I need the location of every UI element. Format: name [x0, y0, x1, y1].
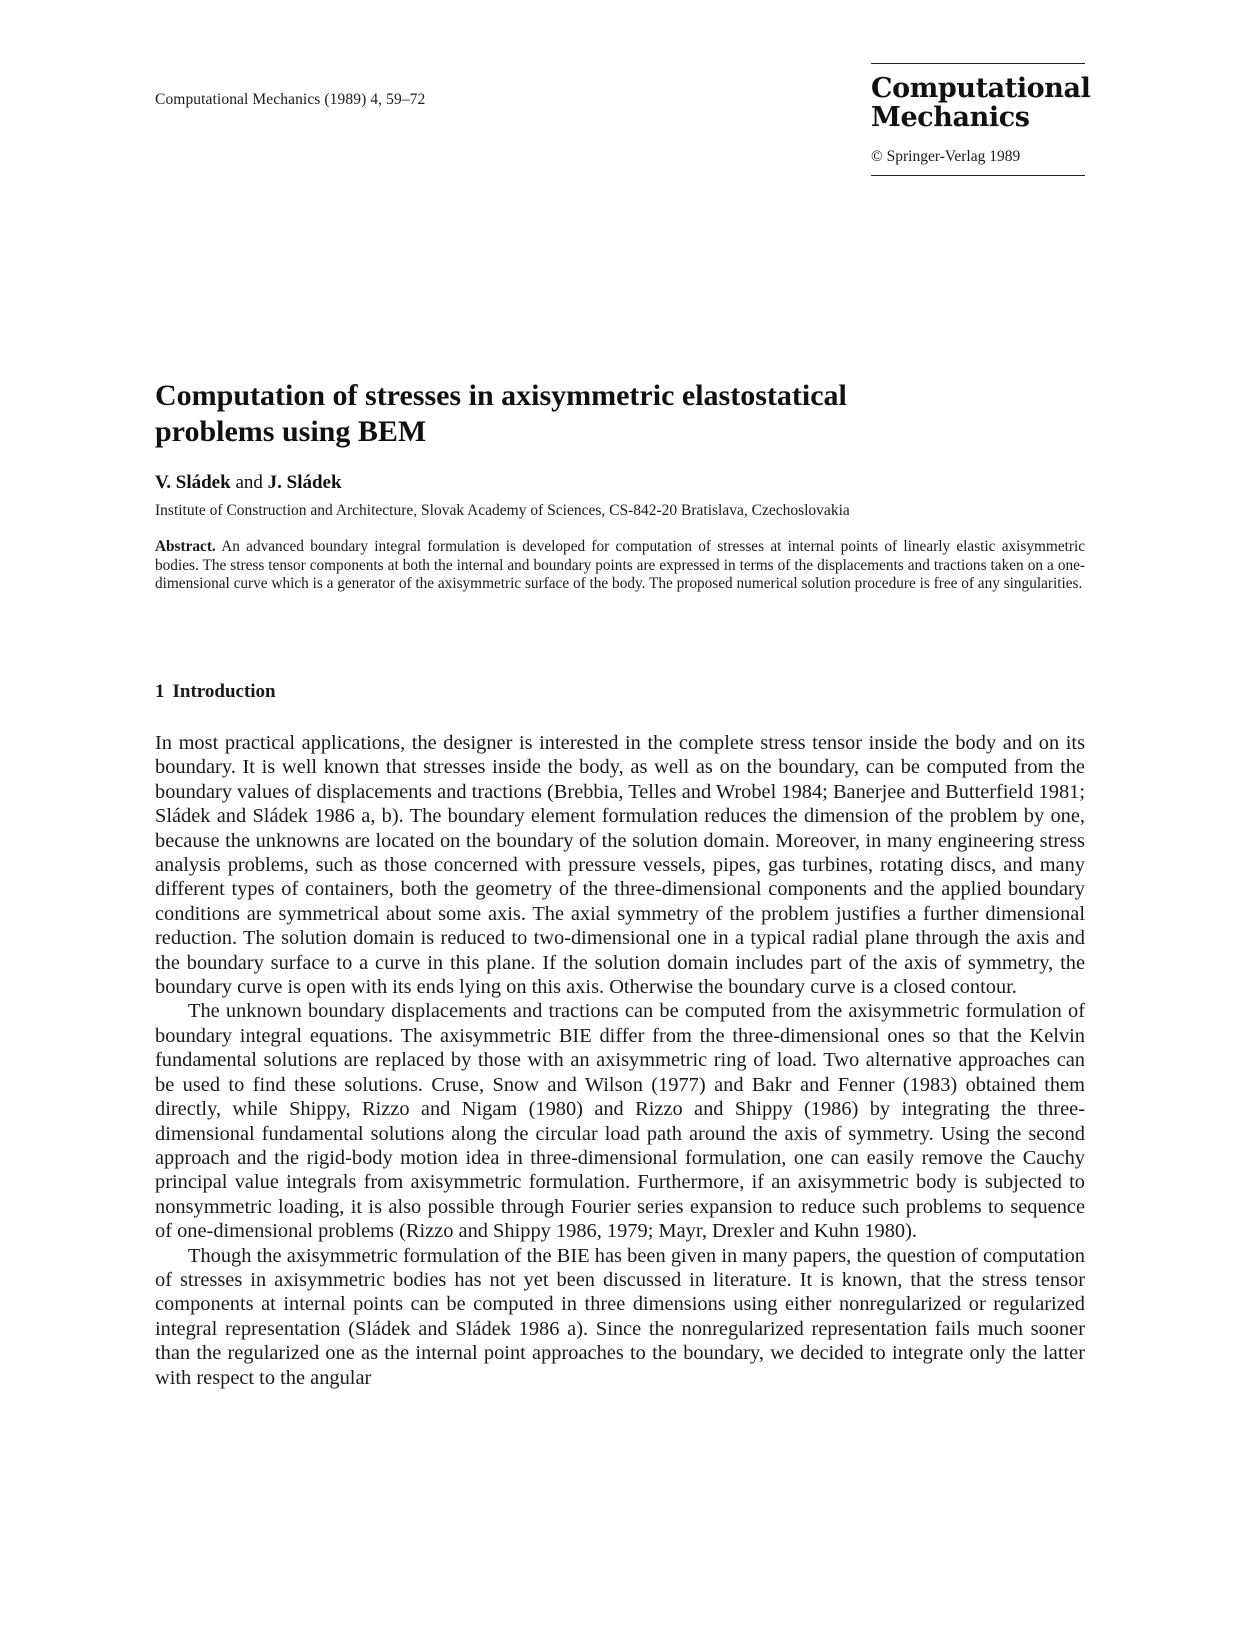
journal-reference: Computational Mechanics (1989) 4, 59–72 [155, 91, 426, 108]
article-title-line2: problems using BEM [155, 415, 427, 448]
body-text [155, 731, 1085, 1390]
author-affiliation: Institute of Construction and Architecture, Slovak Academy of Sciences, CS-842-20 Bratislava, Czechoslovakia [155, 502, 850, 519]
section-heading [155, 681, 276, 703]
paragraph: In most practical applications, the designer is interested in the complete stress tensor inside the body and on its boundary. It is well known that stresses inside the body, as well as on the boundary, can be computed from the boundary values of displacements and tractions (Brebbia, Telles and Wrobel 1984; Banerjee and Butterfield 1981; Sládek and Sládek 1986 a, b). The boundary element formulation reduces the dimension of the problem by one, because the unknowns are located on the boundary of the solution domain. Moreover, in many engineering stress analysis problems, such as those concerned with pressure vessels, pipes, gas turbines, rotating discs, and many different types of containers, both the geometry of the three-dimensional components and the applied boundary conditions are symmetrical about some axis. The axial symmetry of the problem justifies a further dimensional reduction. The solution domain is reduced to two-dimensional one in a typical radial plane through the axis and the boundary surface to a curve in this plane. If the solution domain includes part of the axis of symmetry, the boundary curve is open with its ends lying on this axis. Otherwise the boundary curve is a closed contour. [155, 732, 1085, 999]
section-number: 1 [155, 681, 165, 702]
section-title: Introduction [172, 681, 276, 702]
journal-name [871, 73, 1091, 133]
journal-name-line2: Mechanics [871, 102, 1030, 133]
author-name: V. Sládek [155, 472, 231, 493]
journal-masthead [871, 63, 1091, 176]
abstract-text: An advanced boundary integral formulation is developed for computation of stresses at internal points of linearly elastic axisymmetric bodies. The stress tensor components at both the internal and boundary points are expressed in terms of the displacements and tractions taken on a one-dimensional curve which is a generator of the axisymmetric surface of the body. The proposed numerical solution procedure is free of any singularities. [155, 538, 1085, 593]
author-name: J. Sládek [267, 472, 342, 493]
author-separator: and [230, 472, 268, 493]
article-title-line1: Computation of stresses in axisymmetric elastostatical [155, 379, 847, 412]
paragraph: Though the axisymmetric formulation of the BIE has been given in many papers, the question of computation of stresses in axisymmetric bodies has not yet been discussed in literature. It is known, that the stress tensor components at internal points can be computed in three dimensions using either nonregularized or regularized integral representation (Sládek and Sládek 1986 a). Since the nonregularized representation fails much sooner than the regularized one as the internal point approaches to the boundary, we decided to integrate only the latter with respect to the angular [155, 1244, 1085, 1389]
paragraph: The unknown boundary displacements and tractions can be computed from the axisymmetric formulation of boundary integral equations. The axisymmetric BIE differ from the three-dimensional ones so that the Kelvin fundamental solutions are replaced by those with an axisymmetric ring of load. Two alternative approaches can be used to find these solutions. Cruse, Snow and Wilson (1977) and Bakr and Fenner (1983) obtained them directly, while Shippy, Rizzo and Nigam (1980) and Rizzo and Shippy (1986) by integrating the three-dimensional fundamental solutions along the circular load path around the axis of symmetry. Using the second approach and the rigid-body motion idea in three-dimensional formulation, one can easily remove the Cauchy principal value integrals from axisymmetric formulation. Furthermore, if an axisymmetric body is subjected to nonsymmetric loading, it is also possible through Fourier series expansion to reduce such problems to sequence of one-dimensional problems (Rizzo and Shippy 1986, 1979; Mayr, Drexler and Kuhn 1980). [155, 1000, 1085, 1243]
abstract-label: Abstract. [155, 538, 216, 555]
article-title [155, 378, 1055, 450]
author-list [155, 472, 342, 494]
abstract [155, 538, 1085, 594]
copyright-notice: © Springer-Verlag 1989 [871, 148, 1021, 165]
journal-name-line1: Computational [871, 73, 1091, 104]
